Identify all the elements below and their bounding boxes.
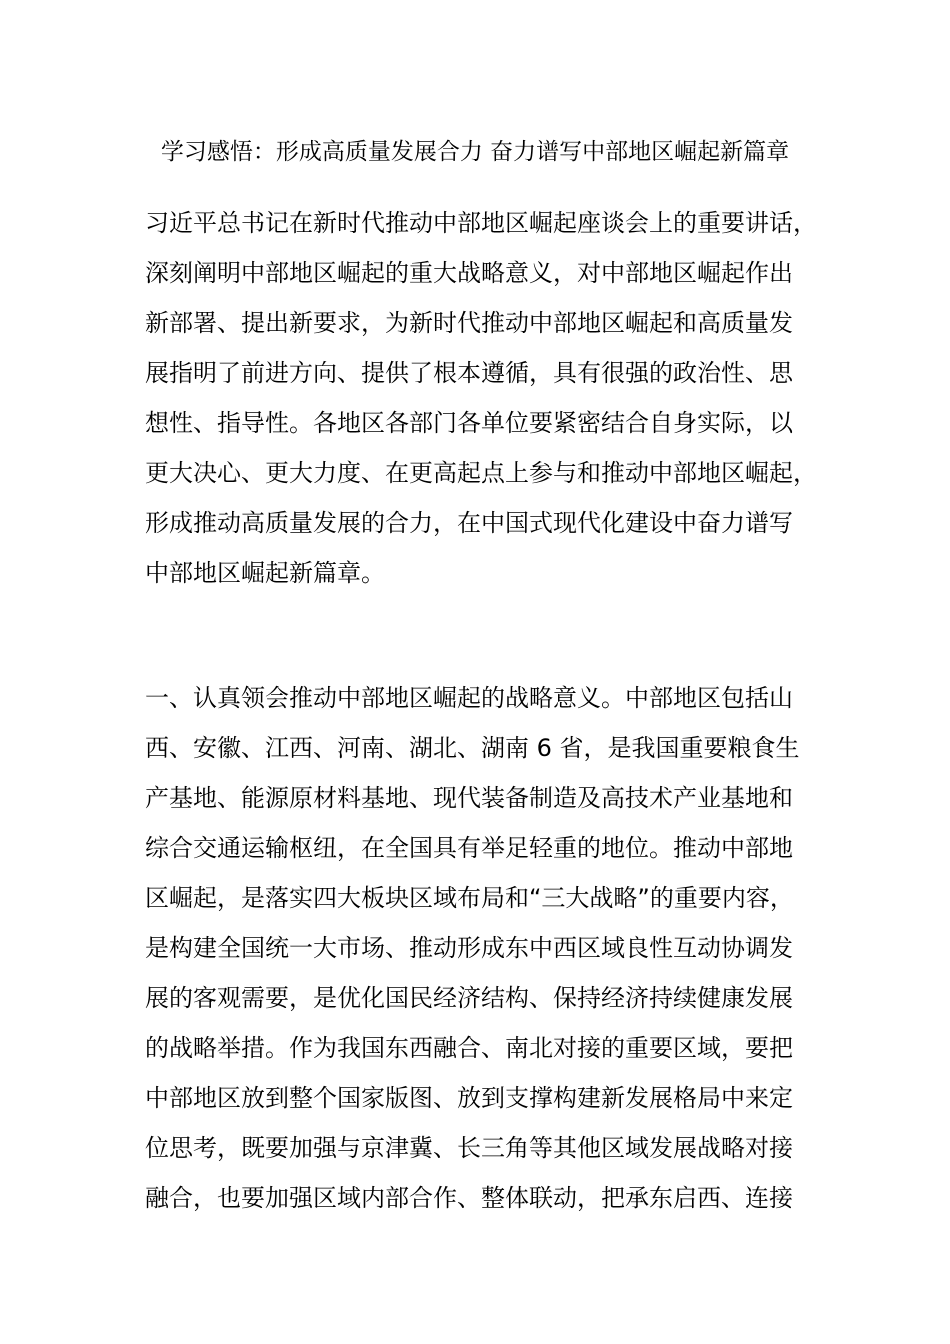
text-line: 一、认真领会推动中部地区崛起的战略意义。中部地区包括山 (145, 684, 793, 712)
text-line: 融合，也要加强区域内部合作、整体联动，把承东启西、连接 (145, 1184, 793, 1212)
text-line: 位思考，既要加强与京津冀、长三角等其他区域发展战略对接 (145, 1134, 793, 1162)
text-line: 展指明了前进方向、提供了根本遵循，具有很强的政治性、思 (145, 359, 793, 387)
text-line: 综合交通运输枢纽，在全国具有举足轻重的地位。推动中部地 (145, 834, 793, 862)
text-line: 西、安徽、江西、河南、湖北、湖南 6 省，是我国重要粮食生 (145, 734, 800, 762)
text-line: 中部地区崛起新篇章。 (145, 559, 385, 587)
paragraph-1 (145, 198, 817, 598)
text-line: 产基地、能源原材料基地、现代装备制造及高技术产业基地和 (145, 784, 793, 812)
text-line: 的战略举措。作为我国东西融合、南北对接的重要区域，要把 (145, 1034, 793, 1062)
text-line: 新部署、提出新要求，为新时代推动中部地区崛起和高质量发 (145, 309, 793, 337)
text-line: 深刻阐明中部地区崛起的重大战略意义，对中部地区崛起作出 (145, 259, 793, 287)
text-line: 想性、指导性。各地区各部门各单位要紧密结合自身实际，以 (145, 409, 793, 437)
paragraph-2 (145, 673, 810, 1223)
text-line: 中部地区放到整个国家版图、放到支撑构建新发展格局中来定 (145, 1084, 793, 1112)
text-line: 习近平总书记在新时代推动中部地区崛起座谈会上的重要讲话， (145, 209, 817, 237)
text-line: 是构建全国统一大市场、推动形成东中西区域良性互动协调发 (145, 934, 793, 962)
text-line: 更大决心、更大力度、在更高起点上参与和推动中部地区崛起， (145, 459, 817, 487)
text-line: 区崛起，是落实四大板块区域布局和“三大战略”的重要内容， (145, 884, 794, 912)
document-title: 学习感悟：形成高质量发展合力 奋力谱写中部地区崛起新篇章 (160, 139, 790, 165)
text-line: 展的客观需要，是优化国民经济结构、保持经济持续健康发展 (145, 984, 793, 1012)
text-line: 形成推动高质量发展的合力，在中国式现代化建设中奋力谱写 (145, 509, 793, 537)
